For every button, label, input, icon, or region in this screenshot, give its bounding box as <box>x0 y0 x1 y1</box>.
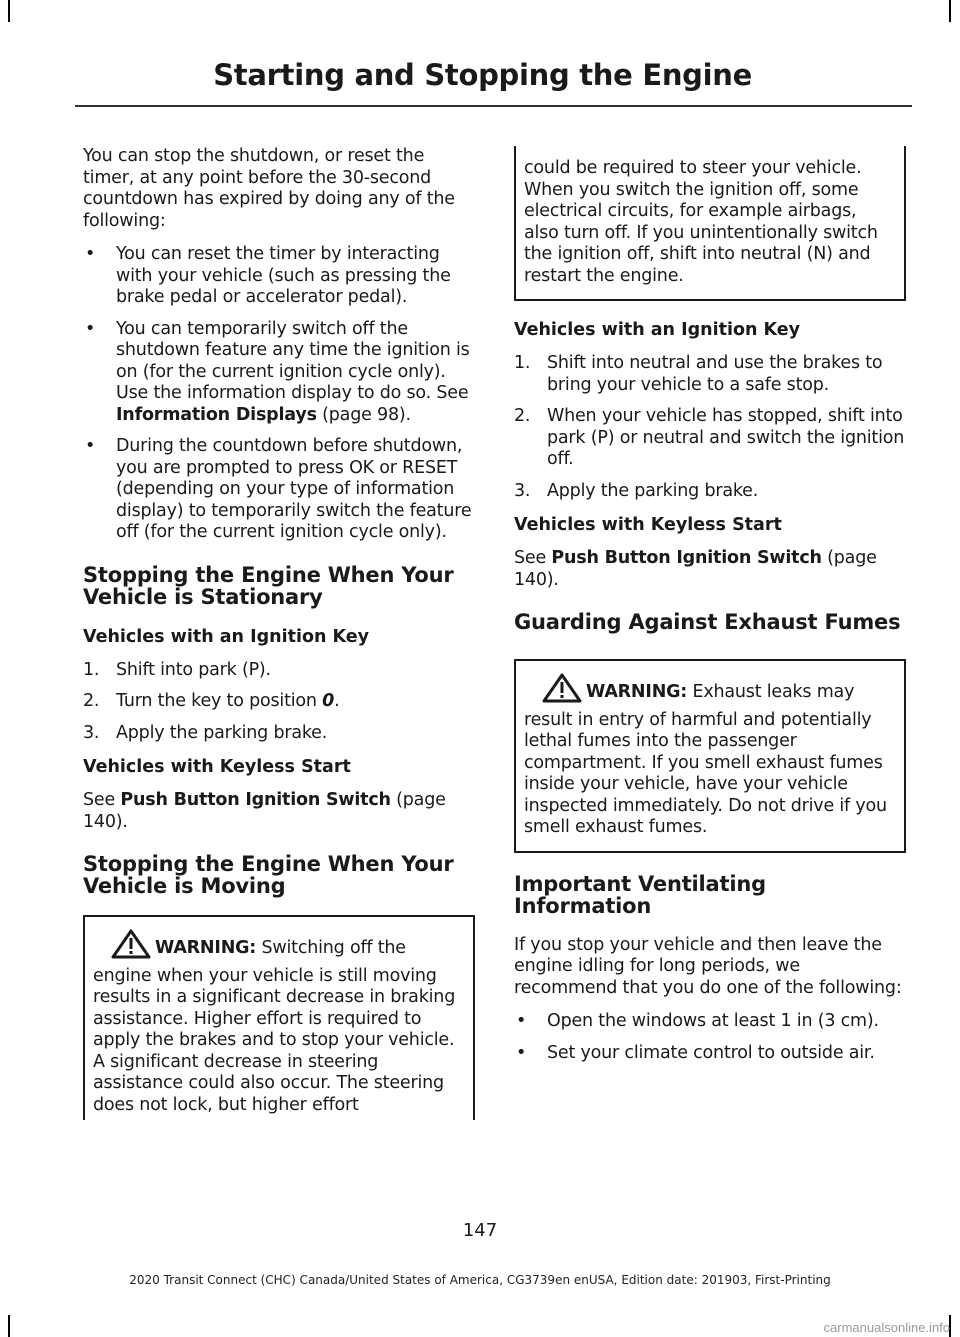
warning-text: Switching off the engine when your vehicle is still moving results in a significant decrease in braking assistance. Higher effort is required to apply the brakes and to stop your vehicle. A significant decrease in steering assistance could also occur. The steering does not lock, but higher effort <box>93 938 456 1115</box>
moving-steps <box>514 353 906 502</box>
crop-mark-bottom-left <box>8 1315 10 1337</box>
step-text: Apply the parking brake. <box>116 722 328 743</box>
information-displays-link[interactable]: Information Displays <box>116 404 317 425</box>
warning-triangle-icon <box>111 929 151 966</box>
list-item <box>83 244 475 309</box>
step-text: When your vehicle has stopped, shift into park (P) or neutral and switch the ignition off. <box>547 406 905 469</box>
warning-box-continued <box>514 146 906 301</box>
list-item <box>514 1043 906 1065</box>
heading-stationary: Stopping the Engine When Your Vehicle is Stationary <box>83 562 454 609</box>
left-column <box>83 146 475 1138</box>
bullet-marker: • <box>516 1011 527 1031</box>
key-position: 0 <box>322 691 335 711</box>
edition-footer: 2020 Transit Connect (CHC) Canada/United States of America, CG3739en enUSA, Edition date: 201903, First-Printing <box>129 1273 831 1287</box>
ventilating-list <box>514 1011 906 1064</box>
ventilating-intro: If you stop your vehicle and then leave the engine idling for long periods, we recommend that you do one of the following: <box>514 934 902 998</box>
watermark: carmanualsonline.info <box>823 1320 950 1335</box>
step-text-end: . <box>334 691 340 711</box>
see-text: See <box>83 790 121 810</box>
list-item-text: Set your climate control to outside air. <box>547 1042 875 1063</box>
step-number: 1. <box>514 353 531 373</box>
subheading-ignition-key: Vehicles with an Ignition Key <box>514 320 801 340</box>
see-text: See <box>514 548 552 568</box>
right-column <box>514 146 906 1076</box>
list-item <box>83 319 475 427</box>
page-number: 147 <box>462 1220 498 1241</box>
subheading-ignition-key: Vehicles with an Ignition Key <box>83 626 370 647</box>
step-text: Apply the parking brake. <box>547 480 759 501</box>
warning-text-continued: could be required to steer your vehicle. When you switch the ignition off, some electrical circuits, for example airbags, also turn off. If you unintentionally switch the ignition off, shift into neutral (N) and restart the engine. <box>524 158 878 286</box>
warning-triangle-icon <box>542 673 582 710</box>
step-number: 3. <box>83 722 100 743</box>
subheading-keyless: Vehicles with Keyless Start <box>83 757 351 777</box>
step-text: Turn the key to position <box>116 691 323 711</box>
push-button-ignition-link[interactable]: Push Button Ignition Switch <box>551 548 822 568</box>
keyless-paragraph <box>83 790 475 833</box>
list-item <box>83 436 475 544</box>
step-item <box>83 691 475 713</box>
crop-mark-top-right <box>949 0 951 22</box>
step-text: Shift into neutral and use the brakes to bring your vehicle to a safe stop. <box>547 353 883 395</box>
step-number: 2. <box>83 691 100 711</box>
header-divider <box>75 105 912 107</box>
step-number: 2. <box>514 406 531 426</box>
list-item-text: Open the windows at least 1 in (3 cm). <box>547 1011 879 1031</box>
bullet-marker: • <box>85 318 96 339</box>
step-number: 3. <box>514 480 531 501</box>
list-item <box>514 1011 906 1033</box>
step-number: 1. <box>83 659 100 680</box>
subheading-keyless: Vehicles with Keyless Start <box>514 515 782 535</box>
page-reference: (page 98). <box>316 404 411 425</box>
list-item-text: You can temporarily switch off the shutdown feature any time the ignition is on (for the current ignition cycle only). Use the information display to do so. See <box>116 318 470 403</box>
heading-moving: Stopping the Engine When Your Vehicle is Moving <box>83 852 454 898</box>
warning-box-exhaust <box>514 659 906 853</box>
step-item <box>514 406 906 471</box>
crop-mark-top-left <box>8 0 10 22</box>
warning-text: Exhaust leaks may result in entry of harmful and potentially lethal fumes into the passenger compartment. If you smell exhaust fumes inside your vehicle, have your vehicle inspected immediately. Do not drive if you smell exhaust fumes. <box>524 682 887 837</box>
list-item-text: You can reset the timer by interacting with your vehicle (such as pressing the brake pedal or accelerator pedal). <box>116 244 451 307</box>
keyless-paragraph <box>514 548 906 591</box>
page-reference: (page 140). <box>83 790 446 832</box>
list-item-text: During the countdown before shutdown, you are prompted to press OK or RESET (depending on your type of information display) to temporarily switch the feature off (for the current ignition cycle only). <box>116 436 472 542</box>
step-item <box>514 353 906 396</box>
warning-label: WARNING: <box>155 938 257 958</box>
push-button-ignition-link[interactable]: Push Button Ignition Switch <box>120 790 391 810</box>
heading-exhaust: Guarding Against Exhaust Fumes <box>514 610 901 634</box>
stationary-steps <box>83 660 475 745</box>
step-item <box>83 723 475 745</box>
page-reference: (page 140). <box>514 548 877 590</box>
bullet-marker: • <box>85 244 96 264</box>
bullet-marker: • <box>85 436 96 456</box>
page-title: Starting and Stopping the Engine <box>213 58 752 92</box>
step-text: Shift into park (P). <box>116 659 271 680</box>
shutdown-options-list <box>83 244 475 544</box>
bullet-marker: • <box>516 1042 527 1063</box>
warning-label: WARNING: <box>586 682 688 702</box>
step-item <box>514 481 906 503</box>
heading-ventilating: Important Ventilating Information <box>514 871 766 918</box>
step-item <box>83 660 475 682</box>
warning-box-moving <box>83 915 475 1120</box>
intro-paragraph: You can stop the shutdown, or reset the timer, at any point before the 30-second countdown has expired by doing any of the following: <box>83 146 455 231</box>
